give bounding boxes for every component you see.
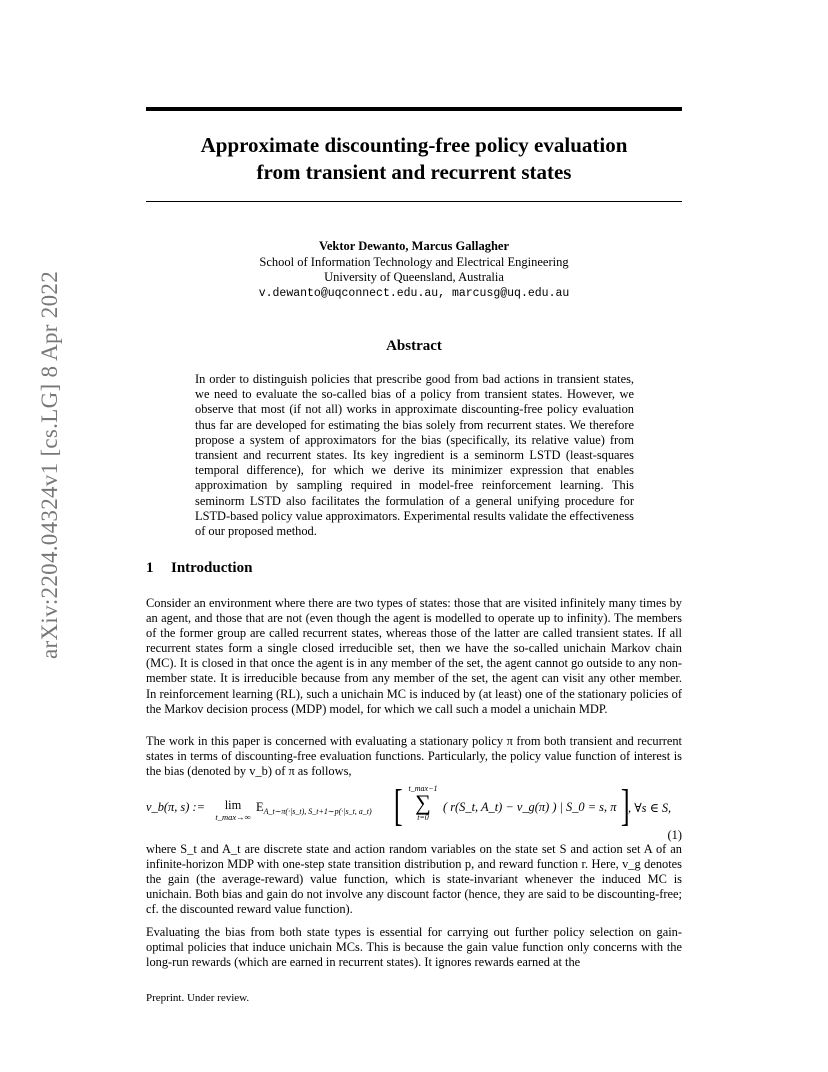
equation-body: ( r(S_t, A_t) − v_g(π) ) | S_0 = s, π	[443, 800, 617, 814]
equation-number: (1)	[667, 828, 682, 842]
author-names: Vektor Dewanto, Marcus Gallagher	[318, 239, 510, 253]
title-rule	[146, 201, 682, 202]
affiliation-line-2: University of Queensland, Australia	[324, 270, 504, 284]
limit-subscript: t_max→∞	[215, 812, 251, 822]
abstract-text: In order to distinguish policies that prescribe good from bad actions in transient states, we need to evaluate the so-called bias of a policy from transient states. However, we observe that most (if not all) works in approximate discounting-free policy evaluation thus far are developed for estimating the bias solely from recurrent states. We therefore propose a system of approximators for the bias (specifically, its relative value) from transient and recurrent states. Its key ingredient is a seminorm LSTD (least-squares temporal difference), for which we derive its minimizer expression that enables approximation by sampling required in model-free reinforcement learning. This seminorm LSTD also facilitates the formulation of a general unifying procedure for LSTD-based policy value approximators. Experimental results validate the effectiveness of our proposed method.	[195, 372, 634, 539]
intro-paragraph-4: Evaluating the bias from both state types is essential for carrying out further policy selection on gain-optimal policies that induce unichain MCs. This is because the gain value function only concerns with the long-run rewards (which are earned in recurrent states). It ignores rewards earned at the	[146, 925, 682, 970]
expectation-subscript: A_t∼π(·|s_t), S_t+1∼p(·|s_t, a_t)	[263, 807, 372, 816]
section-heading	[146, 560, 252, 577]
author-emails: v.dewanto@uqconnect.edu.au, marcusg@uq.edu.au	[258, 286, 570, 300]
limit-operator: lim	[224, 798, 242, 812]
author-block	[146, 239, 682, 301]
intro-paragraph-2: The work in this paper is concerned with evaluating a stationary policy π from both transient and recurrent states in terms of discounting-free evaluation functions. Particularly, the policy value function of interest is the bias (denoted by v_b) of π as follows,	[146, 734, 682, 779]
sum-lower-limit: t=0	[417, 813, 429, 822]
section-title: Introduction	[171, 560, 253, 576]
equation-quantifier: , ∀s ∈ S,	[628, 801, 672, 815]
abstract-heading: Abstract	[386, 338, 442, 354]
top-rule	[146, 107, 682, 111]
summation	[406, 784, 440, 822]
right-bracket: ]	[620, 781, 630, 830]
expectation	[256, 800, 372, 816]
paper-title	[146, 132, 682, 186]
expectation-symbol: E	[256, 800, 264, 814]
arxiv-identifier: arXiv:2204.04324v1 [cs.LG] 8 Apr 2022	[37, 271, 62, 659]
footer-note: Preprint. Under review.	[146, 992, 250, 1004]
section-number: 1	[146, 560, 154, 576]
equation-lhs: v_b(π, s) :=	[146, 800, 205, 814]
equation-1	[146, 781, 682, 842]
intro-paragraph-1: Consider an environment where there are two types of states: those that are visited infinitely many times by an agent, and those that are not (even though the agent is modelled to operate up to infinity). The members of the former group are called recurrent states, whereas those of the latter are called transient states. If all recurrent states form a single closed irreducible set, then we have the so-called unichain Markov chain (MC). It is closed in that once the agent is in any member of the set, the agent cannot go outside to any non-member state. It is irreducible because from any member of the set, the agent can visit any other member. In reinforcement learning (RL), such a unichain MC is induced by (at least) one of the stationary policies of the Markov decision process (MDP) model, for which we call such a model a unichain MDP.	[146, 596, 682, 716]
affiliation-line-1: School of Information Technology and Electrical Engineering	[259, 254, 569, 269]
left-bracket: [	[393, 781, 403, 830]
sum-upper-limit: t_max−1	[408, 784, 438, 793]
equation-limit	[208, 798, 258, 822]
sigma-symbol: ∑	[415, 790, 431, 815]
title-line-2: from transient and recurrent states	[256, 160, 572, 184]
intro-paragraph-3: where S_t and A_t are discrete state and action random variables on the state set S and action set A of an infinite-horizon MDP with one-step state transition distribution p, and reward function r. Here, v_g denotes the gain (the average-reward) value function, which is state-invariant whenever the induced MC is unichain. Both bias and gain do not involve any discount factor (hence, they are said to be discounting-free; cf. the discounted reward value function).	[146, 842, 682, 917]
title-line-1: Approximate discounting-free policy evaluation	[200, 133, 628, 157]
